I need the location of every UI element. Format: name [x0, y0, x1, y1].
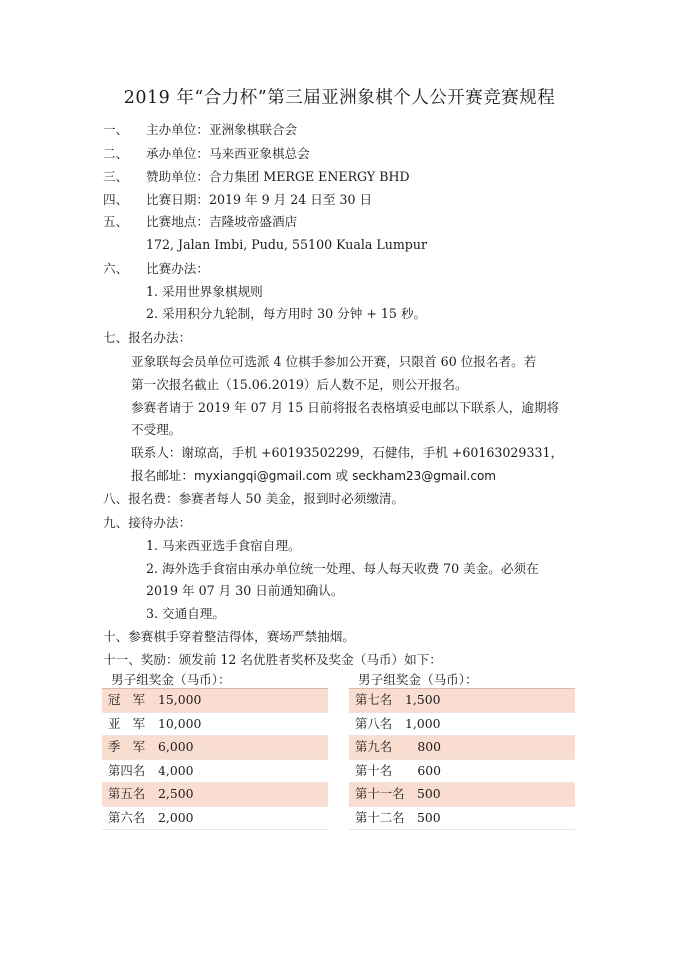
prize-amount: 1,500 [405, 692, 441, 707]
prize-place: 第八名 [355, 715, 393, 731]
contact-line: 联系人：谢琼高，手机 +60193502299，石健伟，手机 +60163029331， [131, 445, 564, 460]
item-text: 赞助单位：合力集团 MERGE ENERGY BHD [146, 169, 410, 184]
item-number: 四、 [103, 192, 129, 207]
table-row [349, 807, 575, 831]
prize-place: 亚 军 [108, 715, 146, 731]
registration-text: 参赛者请于 2019 年 07 月 15 日前将报名表格填妥电邮以下联系人，逾期将 [131, 400, 560, 415]
prize-place: 季 军 [108, 739, 146, 754]
item-number: 一、 [103, 122, 129, 137]
prize-table-left [102, 688, 328, 830]
prize-place: 第五名 [108, 786, 146, 801]
registration-heading: 七、报名办法： [103, 330, 192, 345]
table-row [102, 736, 328, 760]
prize-amount: 15,000 [158, 692, 202, 707]
table-row [102, 783, 328, 807]
table-row [349, 760, 575, 784]
item-text: 比赛日期：2019 年 9 月 24 日至 30 日 [146, 192, 373, 207]
reception-item: 2019 年 07 月 30 日前通知确认。 [146, 583, 344, 598]
table-row [349, 713, 575, 737]
prize-amount: 1,000 [405, 715, 441, 731]
venue-address: 172, Jalan Imbi, Pudu, 55100 Kuala Lumpur [146, 237, 427, 252]
item-number: 三、 [103, 169, 129, 184]
prize-amount: 600 [405, 762, 442, 778]
prize-amount: 10,000 [158, 715, 202, 731]
table-row [102, 713, 328, 737]
registration-text: 第一次报名截止（15.06.2019）后人数不足，则公开报名。 [131, 377, 468, 392]
reception-item: 2. 海外选手食宿由承办单位统一处理、每人每天收费 70 美金。必须在 [146, 561, 539, 576]
item-text: 主办单位：亚洲象棋联合会 [146, 122, 298, 137]
prize-amount: 6,000 [158, 739, 194, 754]
table-row [102, 689, 328, 713]
table-row [349, 689, 575, 713]
reception-heading: 九、接待办法： [103, 515, 192, 530]
prize-place: 第六名 [108, 809, 146, 825]
prize-table-heading: 男子组奖金（马币）： [111, 672, 231, 687]
awards-heading: 十一、奖励：颁发前 12 名优胜者奖杯及奖金（马币）如下： [103, 652, 442, 667]
document-title: 2019 年“合力杯”第三届亚洲象棋个人公开赛竞赛规程 [123, 88, 556, 108]
email-address: myxiangqi@gmail.com [193, 469, 332, 483]
prize-place: 冠 军 [108, 692, 146, 707]
table-row [349, 783, 575, 807]
prize-place: 第十一名 [355, 786, 405, 801]
prize-table-heading: 男子组奖金（马币）： [358, 672, 478, 687]
prize-place: 第十名 [355, 762, 393, 778]
prize-place: 第七名 [355, 692, 393, 707]
table-row [349, 736, 575, 760]
prize-amount: 4,000 [158, 762, 194, 778]
item-number: 五、 [103, 214, 129, 229]
prize-amount: 500 [417, 786, 441, 801]
email-separator: 或 [331, 468, 353, 483]
prize-amount: 800 [405, 739, 442, 754]
reception-item: 3. 交通自理。 [146, 606, 225, 621]
prize-amount: 2,000 [158, 809, 194, 825]
prize-table-right [349, 688, 575, 830]
registration-text: 不受理。 [131, 422, 182, 437]
item-number: 二、 [103, 146, 129, 161]
dress-code-line: 十、参赛棋手穿着整洁得体，赛场严禁抽烟。 [103, 629, 355, 644]
item-text: 比赛地点：吉隆坡帝盛酒店 [146, 214, 298, 229]
prize-place: 第九名 [355, 739, 393, 754]
item-text: 比赛办法： [146, 261, 209, 276]
prize-place: 第十二名 [355, 809, 405, 825]
prize-place: 第四名 [108, 762, 146, 778]
prize-amount: 500 [417, 809, 441, 825]
reception-item: 1. 马来西亚选手食宿自理。 [146, 538, 301, 553]
registration-text: 亚象联每会员单位可选派 4 位棋手参加公开赛，只限首 60 位报名者。若 [131, 354, 537, 369]
table-row [102, 807, 328, 831]
item-text: 承办单位：马来西亚象棋总会 [146, 146, 310, 161]
item-number: 六、 [103, 261, 129, 276]
fee-line: 八、报名费：参赛者每人 50 美金，报到时必须缴清。 [103, 491, 405, 506]
method-item: 1. 采用世界象棋规则 [146, 284, 263, 299]
email-address: seckham23@gmail.com [352, 469, 496, 483]
email-label: 报名邮址： [131, 468, 194, 483]
prize-amount: 2,500 [158, 786, 194, 801]
table-row [102, 760, 328, 784]
email-line [131, 467, 496, 485]
method-item: 2. 采用积分九轮制，每方用时 30 分钟 + 15 秒。 [146, 306, 427, 321]
